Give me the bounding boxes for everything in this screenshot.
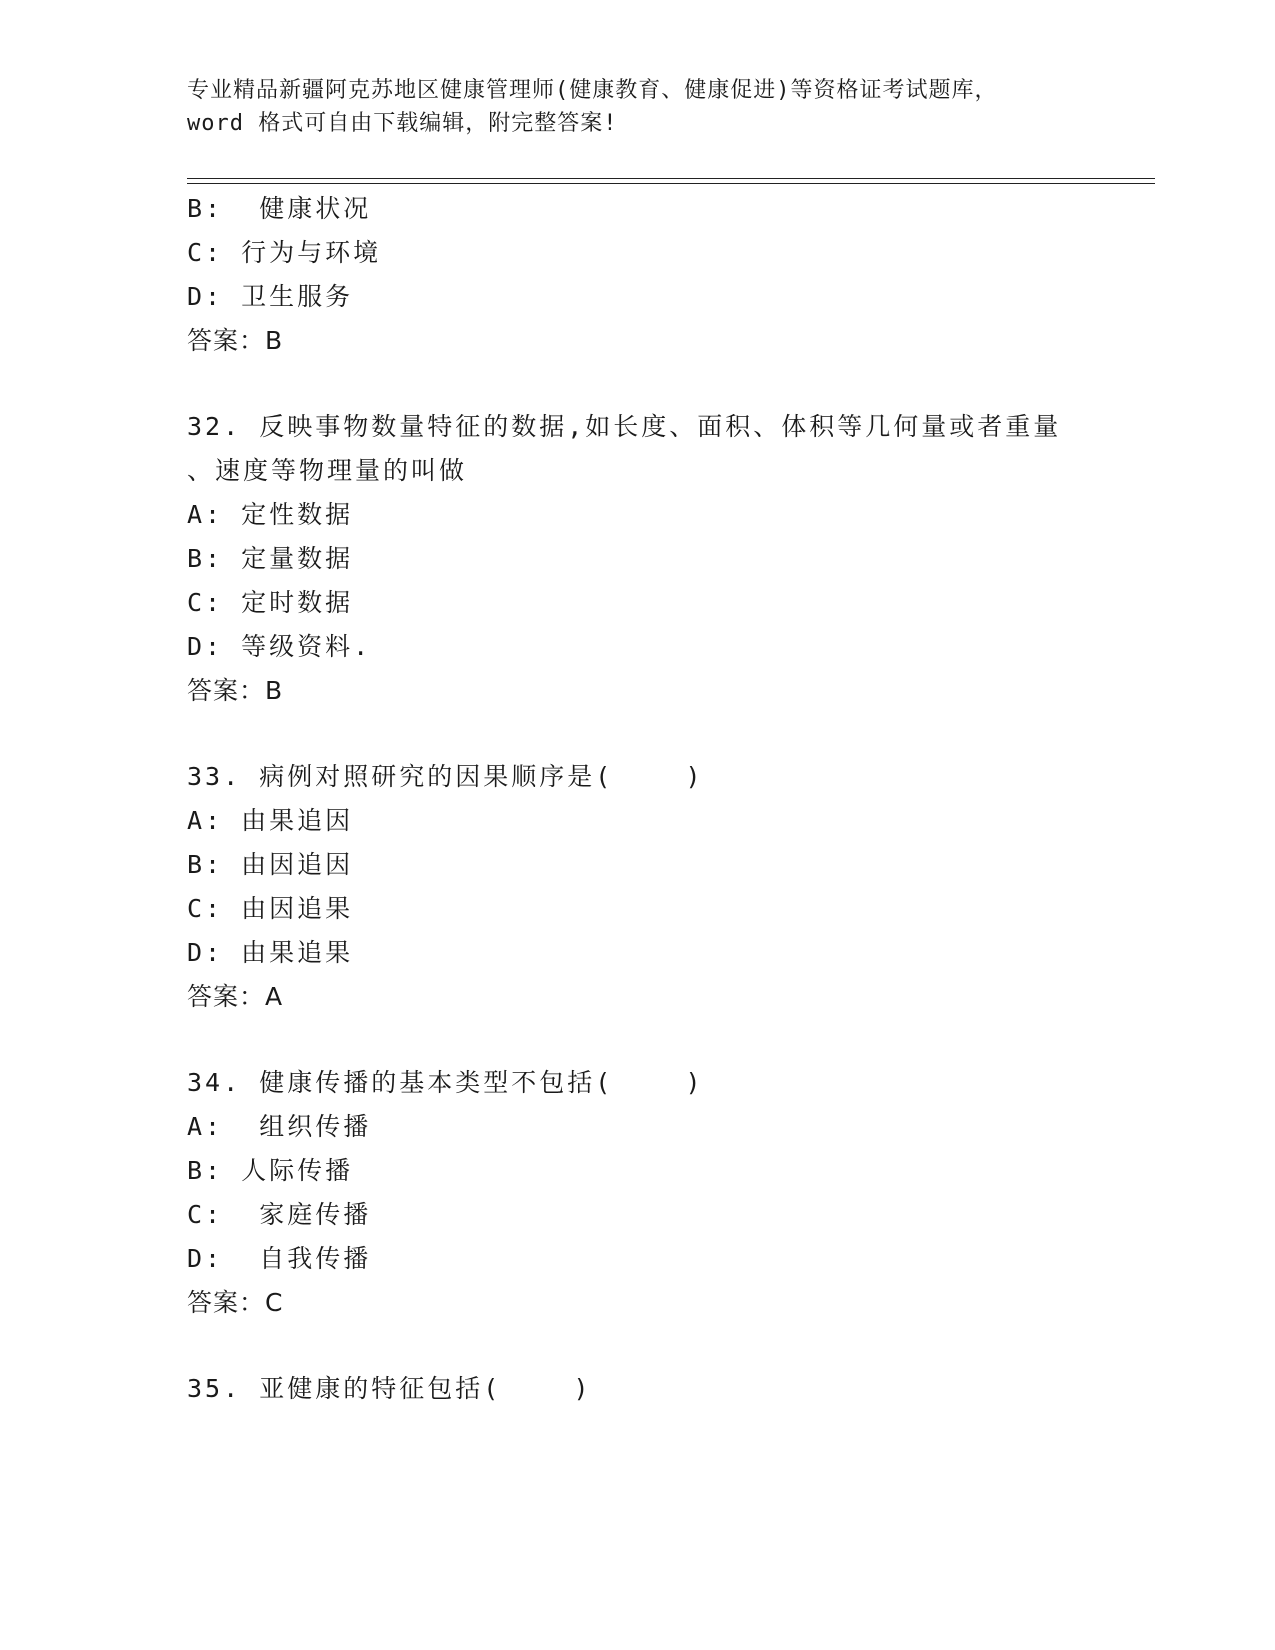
header-title-line-2: word 格式可自由下载编辑，附完整答案! — [187, 111, 618, 136]
q32-option-c: C: 定时数据 — [187, 588, 354, 617]
q34-option-a: A: 组织传播 — [187, 1112, 372, 1141]
q34-answer: 答案：C — [187, 1288, 284, 1317]
q31-option-b: B: 健康状况 — [187, 194, 372, 223]
document-header — [187, 74, 1087, 140]
q32-answer: 答案：B — [187, 676, 284, 705]
q33-option-d: D: 由果追果 — [187, 938, 354, 967]
q33-option-b: B: 由因追因 — [187, 850, 354, 879]
q33-answer: 答案：A — [187, 982, 284, 1011]
q34-option-d: D: 自我传播 — [187, 1244, 372, 1273]
header-divider-bottom — [187, 183, 1155, 184]
q32-stem-line-2: 、速度等物理量的叫做 — [187, 456, 468, 485]
q32-option-b: B: 定量数据 — [187, 544, 354, 573]
q32-option-d: D: 等级资料. — [187, 632, 372, 661]
q35-stem: 35. 亚健康的特征包括( ) — [187, 1374, 592, 1403]
q32-stem-line-1: 32. 反映事物数量特征的数据,如长度、面积、体积等几何量或者重量 — [187, 412, 1062, 441]
q33-option-c: C: 由因追果 — [187, 894, 354, 923]
q33-option-a: A: 由果追因 — [187, 806, 354, 835]
q31-option-c: C: 行为与环境 — [187, 238, 382, 267]
q34-option-b: B: 人际传播 — [187, 1156, 354, 1185]
header-divider-top — [187, 178, 1155, 179]
q34-stem: 34. 健康传播的基本类型不包括( ) — [187, 1068, 704, 1097]
q31-option-d: D: 卫生服务 — [187, 282, 354, 311]
header-title-line-1: 专业精品新疆阿克苏地区健康管理师(健康教育、健康促进)等资格证考试题库， — [187, 78, 998, 103]
q31-answer: 答案：B — [187, 326, 284, 355]
q32-option-a: A: 定性数据 — [187, 500, 354, 529]
q34-option-c: C: 家庭传播 — [187, 1200, 372, 1229]
q33-stem: 33. 病例对照研究的因果顺序是( ) — [187, 762, 704, 791]
